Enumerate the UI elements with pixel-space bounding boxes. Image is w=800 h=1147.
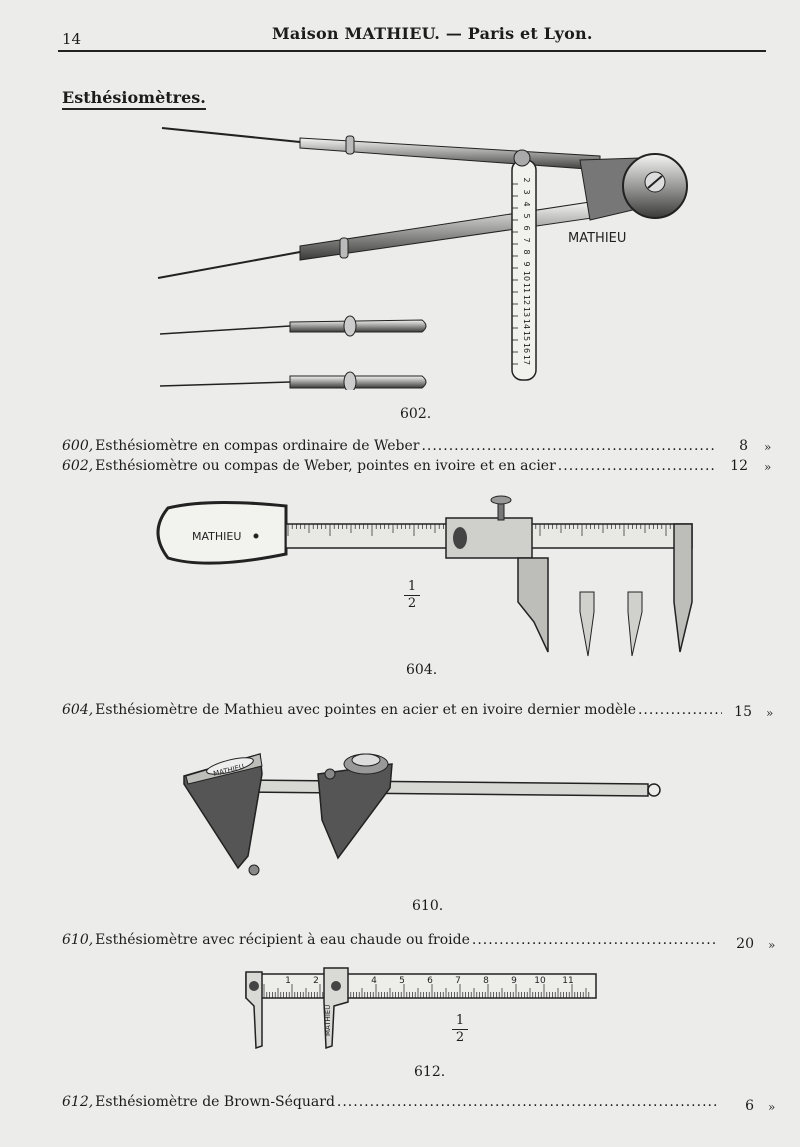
figure-610-reservoir-esthesiometer [178, 744, 668, 884]
fig604-caption: 604. [406, 662, 438, 678]
entry-604-text: Esthésiomètre de Mathieu avec pointes en acier et en ivoire dernier modèle [95, 702, 636, 718]
fig602-scale-label: 10 [522, 270, 531, 282]
fig604-fraction-numerator: 1 [407, 579, 417, 594]
fig612-scale-label: 7 [455, 976, 461, 986]
entry-602-text: Esthésiomètre ou compas de Weber, pointes en ivoire et en acier [95, 458, 556, 474]
entry-602-price: 12 [730, 458, 748, 474]
entry-612-unit: » [768, 1100, 776, 1114]
entry-602-number: 602, [62, 458, 94, 474]
fig602-caption: 602. [400, 406, 432, 422]
entry-600-text: Esthésiomètre en compas ordinaire de Weber [95, 438, 420, 454]
fig612-scale-label: 10 [534, 976, 546, 986]
fig612-scale-label: 8 [483, 976, 489, 986]
entry-604-leader [638, 702, 722, 718]
entry-612-number: 612, [62, 1094, 94, 1110]
fig602-scale-label: 6 [522, 225, 531, 231]
fig612-fraction-numerator: 1 [455, 1013, 465, 1028]
fig612-scale-label: 1 [285, 976, 291, 986]
entry-600 [62, 438, 717, 454]
figure-604-mathieu-caliper [148, 492, 698, 662]
entry-610-number: 610, [62, 932, 94, 948]
fig612-scale-label: 4 [371, 976, 377, 986]
fig612-scale-label: 2 [313, 976, 319, 986]
entry-604 [62, 702, 722, 718]
fig604-fraction-denominator: 2 [407, 596, 417, 611]
entry-604-price: 15 [734, 704, 752, 720]
entry-610-unit: » [768, 938, 776, 952]
entry-600-price: 8 [739, 438, 748, 454]
fig612-scale-label: 6 [427, 976, 433, 986]
fig612-fraction-denominator: 2 [455, 1030, 465, 1045]
fig602-brand: MATHIEU [568, 231, 627, 246]
entry-612 [62, 1094, 717, 1110]
fig612-scale-label: 5 [399, 976, 405, 986]
fig602-scale-label: 3 [522, 189, 531, 195]
fig602-scale-label: 11 [522, 282, 531, 294]
fig602-scale-label: 17 [522, 354, 531, 366]
fig602-scale-label: 13 [522, 306, 531, 318]
entry-604-unit: » [766, 706, 774, 720]
entry-604-number: 604, [62, 702, 94, 718]
entry-602 [62, 458, 717, 474]
figure-602-weber-compass [150, 120, 710, 390]
fig602-scale-label: 2 [522, 177, 531, 183]
fig602-scale-label: 8 [522, 249, 531, 255]
entry-600-number: 600, [62, 438, 94, 454]
fig612-fraction [452, 1014, 468, 1045]
page-header: Maison MATHIEU. — Paris et Lyon. [272, 24, 593, 43]
entry-610-text: Esthésiomètre avec récipient à eau chaude ou froide [95, 932, 470, 948]
entry-612-price: 6 [745, 1098, 754, 1114]
fig602-scale-label: 4 [522, 201, 531, 207]
entry-610-leader [472, 932, 717, 948]
entry-600-leader [421, 438, 717, 454]
fig612-caption: 612. [414, 1064, 446, 1080]
fig612-scale-label: 11 [562, 976, 574, 986]
fig610-brand: MATHIEU [212, 762, 245, 779]
header-rule [58, 50, 766, 52]
entry-612-leader [337, 1094, 717, 1110]
figure-612-brown-sequard-caliper [240, 966, 602, 1050]
fig602-scale-label: 5 [522, 213, 531, 219]
fig612-brand: MATHIEU [324, 1004, 332, 1036]
fig610-caption: 610. [412, 898, 444, 914]
fig602-scale-label: 7 [522, 237, 531, 243]
entry-600-unit: » [764, 440, 772, 454]
entry-602-unit: » [764, 460, 772, 474]
fig602-scale-label: 14 [522, 318, 531, 330]
fig602-scale-label: 16 [522, 342, 531, 354]
entry-612-text: Esthésiomètre de Brown-Séquard [95, 1094, 335, 1110]
fig602-scale-label: 12 [522, 294, 531, 306]
fig604-fraction [404, 580, 420, 611]
section-title: Esthésiomètres. [62, 88, 206, 110]
fig602-scale-label: 15 [522, 330, 531, 342]
page-number: 14 [62, 30, 82, 48]
entry-610-price: 20 [736, 936, 754, 952]
fig604-brand: MATHIEU [192, 530, 242, 543]
fig602-scale-label: 9 [522, 261, 531, 267]
entry-602-leader [558, 458, 717, 474]
entry-610 [62, 932, 717, 948]
fig612-scale-label: 9 [511, 976, 517, 986]
